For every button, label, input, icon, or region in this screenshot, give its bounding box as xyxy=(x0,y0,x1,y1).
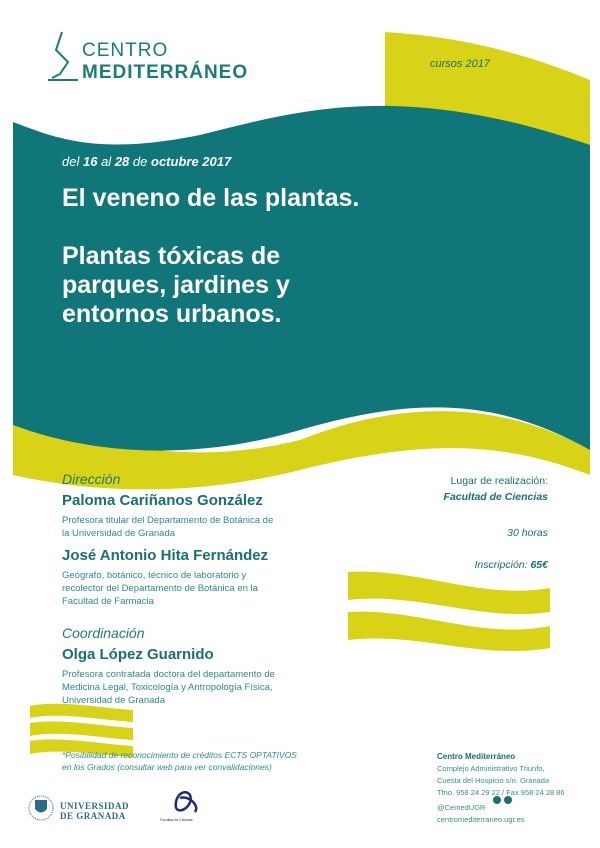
director-name: José Antonio Hita Fernández xyxy=(62,547,269,564)
coordinator-name: Olga López Guarnido xyxy=(62,646,214,663)
director-desc: Profesora titular del Departamento de Botánica de la Universidad de Granada xyxy=(62,515,274,539)
ugr-line: DE GRANADA xyxy=(60,811,126,821)
facultad-ciencias-logo-icon xyxy=(176,792,196,812)
lugar-value: Facultad de Ciencias xyxy=(443,491,548,503)
sail-logo-icon xyxy=(48,32,78,80)
inscripcion-label: Inscripción: xyxy=(474,559,528,571)
ugr-line: UNIVERSIDAD xyxy=(60,801,130,811)
footnote xyxy=(62,749,297,773)
dates-del: del xyxy=(62,154,80,169)
logo-text-centro: CENTRO xyxy=(82,40,169,61)
contact-block xyxy=(437,751,565,826)
logo-text-mediterraneo: MEDITERRÁNEO xyxy=(82,62,249,83)
date-end: 28 xyxy=(114,154,130,169)
footnote-line: en los Grados (consultar web para ver convalidaciones) xyxy=(62,762,272,772)
direccion-section xyxy=(62,471,322,707)
contact-address: Complejo Administrativo Triunfo, xyxy=(437,764,545,773)
course-hours: 30 horas xyxy=(507,527,548,539)
date-month: octubre 2017 xyxy=(151,154,232,169)
title-part-2: Plantas tóxicas de parques, jardines y entornos urbanos. xyxy=(62,242,290,328)
inscripcion-price: 65€ xyxy=(530,559,548,571)
ugr-shield-icon xyxy=(29,796,53,820)
coordinator-desc: Profesora contratada doctora del departamento de Medicina Legal, Toxicología y Antropología Física, Universidad de Granada xyxy=(62,669,275,706)
facultad-logo-text: Facultad de Ciencias xyxy=(160,818,193,822)
dates-al: al xyxy=(101,154,112,169)
director-desc: Geógrafo, botánico, técnico de laboratorio y recolector del Departamento de Botánica en la Facultad de Farmacia xyxy=(62,570,258,607)
inscripcion xyxy=(474,559,548,571)
course-title xyxy=(62,184,362,358)
cursos-badge: cursos 2017 xyxy=(430,58,490,70)
contact-website-link[interactable]: centromediterraneo.ugr.es xyxy=(437,815,525,824)
contact-address: Cuesta del Hospicio s/n. Granada xyxy=(437,776,550,785)
director-name: Paloma Cariñanos González xyxy=(62,492,263,509)
contact-phone: Tfno. 958 24 29 22 / Fax 958 24 28 86 xyxy=(437,788,565,797)
date-start: 16 xyxy=(82,154,98,169)
course-dates xyxy=(62,154,231,169)
dates-de: de xyxy=(132,154,148,169)
contact-name: Centro Mediterráneo xyxy=(437,752,516,761)
title-part-1: El veneno de las plantas. xyxy=(62,184,360,212)
yellow-stripe-left-2 xyxy=(30,721,133,740)
footnote-line: *Posibilidad de reconocimiento de créditos ECTS OPTATIVOS xyxy=(62,750,297,760)
contact-social-handle[interactable]: @CemedUGR xyxy=(437,803,486,812)
yellow-stripe-right-1 xyxy=(348,572,550,614)
direccion-heading: Dirección xyxy=(62,471,121,487)
yellow-stripe-right-2 xyxy=(348,612,550,651)
lugar-label: Lugar de realización: xyxy=(450,475,548,487)
coordinacion-heading: Coordinación xyxy=(62,625,145,641)
ugr-logo-text xyxy=(60,801,129,821)
